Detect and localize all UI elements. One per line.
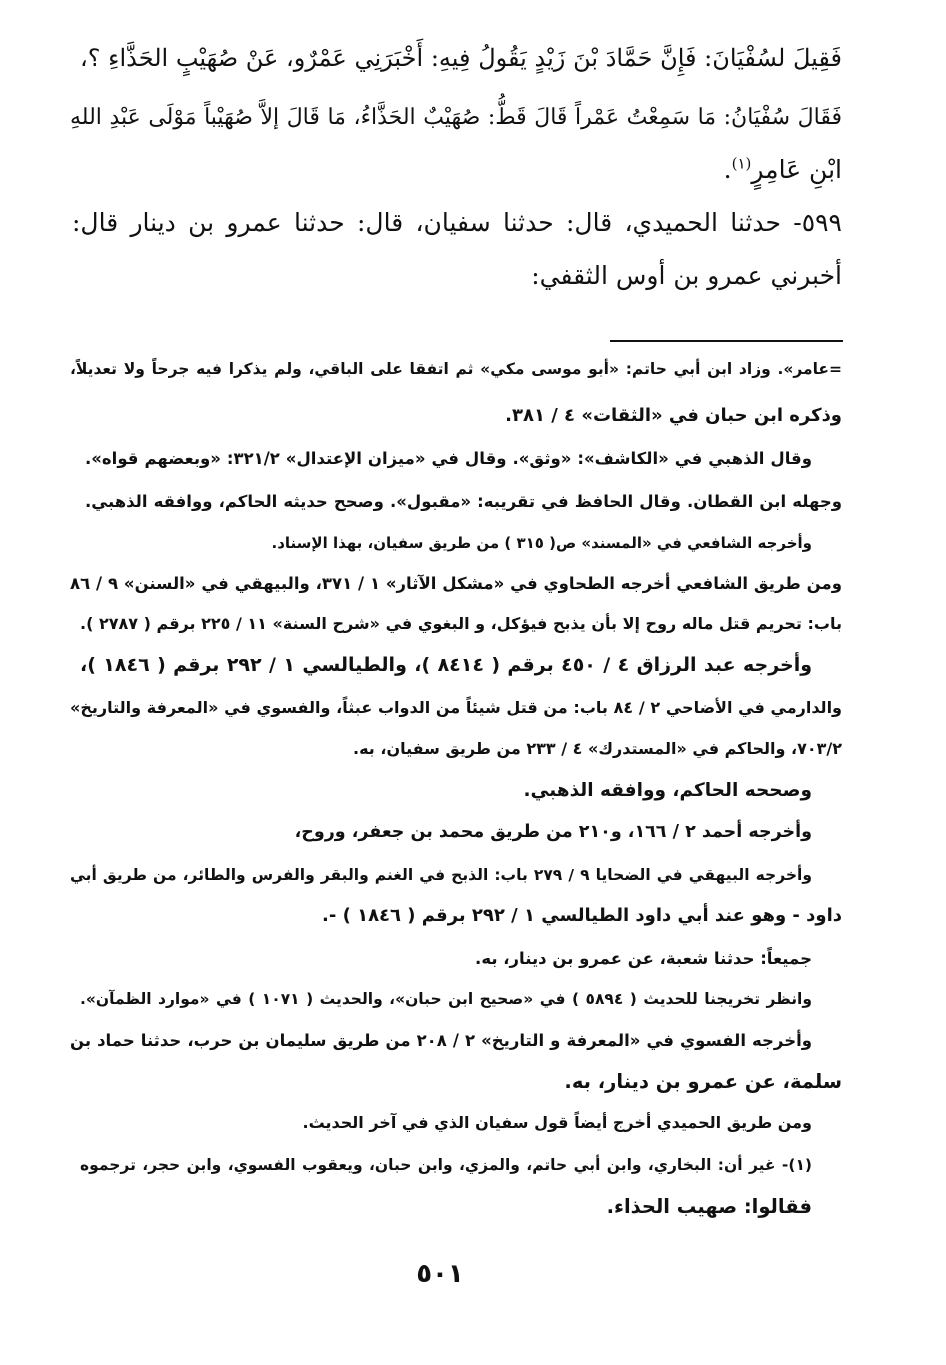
main-text-line-3-end: . <box>723 155 732 184</box>
hadith-599-header: ٥٩٩- حدثنا الحميدي، قال: حدثنا سفيان، قال: حدثنا عمرو بن دينار قال: <box>72 208 842 237</box>
main-text-line-3-text: ابْنِ عَامِرٍ <box>751 155 842 184</box>
footnote-line-19: ومن طريق الحميدي أخرج أيضاً قول سفيان الذي في آخر الحديث. <box>302 1113 812 1132</box>
footnote-line-6: ومن طريق الشافعي أخرجه الطحاوي في «مشكل الآثار» ١ / ٣٧١، والبيهقي في «السنن» ٩ / ٨٦ <box>70 574 843 593</box>
footnote-line-11: وصححه الحاكم، ووافقه الذهبي. <box>523 780 812 801</box>
main-text-line-1: فَقِيلَ لسُفْيَانَ: فَإِنَّ حَمَّادَ بْنَ زَيْدٍ يَقُولُ فِيهِ: أَخْبَرَنِي عَمْرٌو، عَنْ صُهَيْبٍ الحَذَّاءِ ؟، <box>80 44 842 72</box>
footnote-line-17: وأخرجه الفسوي في «المعرفة و التاريخ» ٢ / ٢٠٨ من طريق سليمان بن حرب، حدثنا حماد بن <box>70 1031 812 1050</box>
footnote-line-4: وجهله ابن القطان. وقال الحافظ في تقريبه: «مقبول». وصحح حديثه الحاكم، ووافقه الذهبي. <box>85 492 842 511</box>
footnote-line-5: وأخرجه الشافعي في «المسند» ص( ٣١٥ ) من طريق سفيان، بهذا الإسناد. <box>271 534 812 552</box>
footnote-line-9: والدارمي في الأضاحي ٢ / ٨٤ باب: من قتل شيئاً من الدواب عبثاً، والفسوي في «المعرفة والتاريخ» <box>70 698 842 717</box>
footnote-line-12: وأخرجه أحمد ٢ / ١٦٦، و٢١٠ من طريق محمد بن جعفر، وروح، <box>294 822 812 842</box>
page-number: ٥٠١ <box>416 1259 464 1289</box>
footnote-line-10: ٧٠٣/٢، والحاكم في «المستدرك» ٤ / ٢٣٣ من طريق سفيان، به. <box>353 739 842 758</box>
footnote-line-20: (١)- غير أن: البخاري، وابن أبي حاتم، والمزي، وابن حبان، ويعقوب الفسوي، وابن حجر، ترجموه <box>80 1156 812 1174</box>
footnote-line-13: وأخرجه البيهقي في الضحايا ٩ / ٢٧٩ باب: الذبح في الغنم والبقر والفرس والطائر، من طريق أبي <box>70 866 812 884</box>
main-text-line-2: فَقَالَ سُفْيَانُ: مَا سَمِعْتُ عَمْراً قَالَ قَطُّ: صُهَيْبٌ الحَذَّاءُ، مَا قَالَ إلاَّ صُهَيْباً مَوْلَى عَبْدِ اللهِ <box>70 105 842 130</box>
footnote-line-1: =عامر». وزاد ابن أبي حاتم: «أبو موسى مكي» ثم اتفقا على الباقي، ولم يذكرا فيه جرحاً ولا تعديلاً، <box>70 360 842 378</box>
footnote-marker: (١) <box>731 154 752 173</box>
footnote-line-8: وأخرجه عبد الرزاق ٤ / ٤٥٠ برقم ( ٨٤١٤ )، والطيالسي ١ / ٢٩٢ برقم ( ١٨٤٦ )، <box>80 654 813 676</box>
footnote-line-7: باب: تحريم قتل ماله روح إلا بأن يذبح فيؤكل، و البغوي في «شرح السنة» ١١ / ٢٢٥ برقم ( ٢٧٨٧ ). <box>80 614 843 633</box>
footnote-line-14: داود - وهو عند أبي داود الطيالسي ١ / ٢٩٢ برقم ( ١٨٤٦ ) -. <box>322 905 842 926</box>
footnote-line-2: وذكره ابن حبان في «الثقات» ٤ / ٣٨١. <box>505 405 842 426</box>
footnote-line-16: وانظر تخريجنا للحديث ( ٥٨٩٤ ) في «صحيح ابن حبان»، والحديث ( ١٠٧١ ) في «موارد الظمآن». <box>80 990 813 1008</box>
footnote-separator <box>610 340 843 342</box>
main-text-line-5: أخبرني عمرو بن أوس الثقفي: <box>531 261 842 290</box>
main-text-line-3 <box>500 150 842 190</box>
footnote-line-21: فقالوا: صهيب الحذاء. <box>606 1195 812 1218</box>
footnote-line-15: جميعاً: حدثنا شعبة، عن عمرو بن دينار، به. <box>475 949 812 968</box>
footnote-line-3: وقال الذهبي في «الكاشف»: «وثق». وقال في «ميزان الإعتدال» ٣٢١/٢: «وبعضهم قواه». <box>85 449 812 468</box>
footnote-line-18: سلمة، عن عمرو بن دينار، به. <box>564 1070 842 1093</box>
